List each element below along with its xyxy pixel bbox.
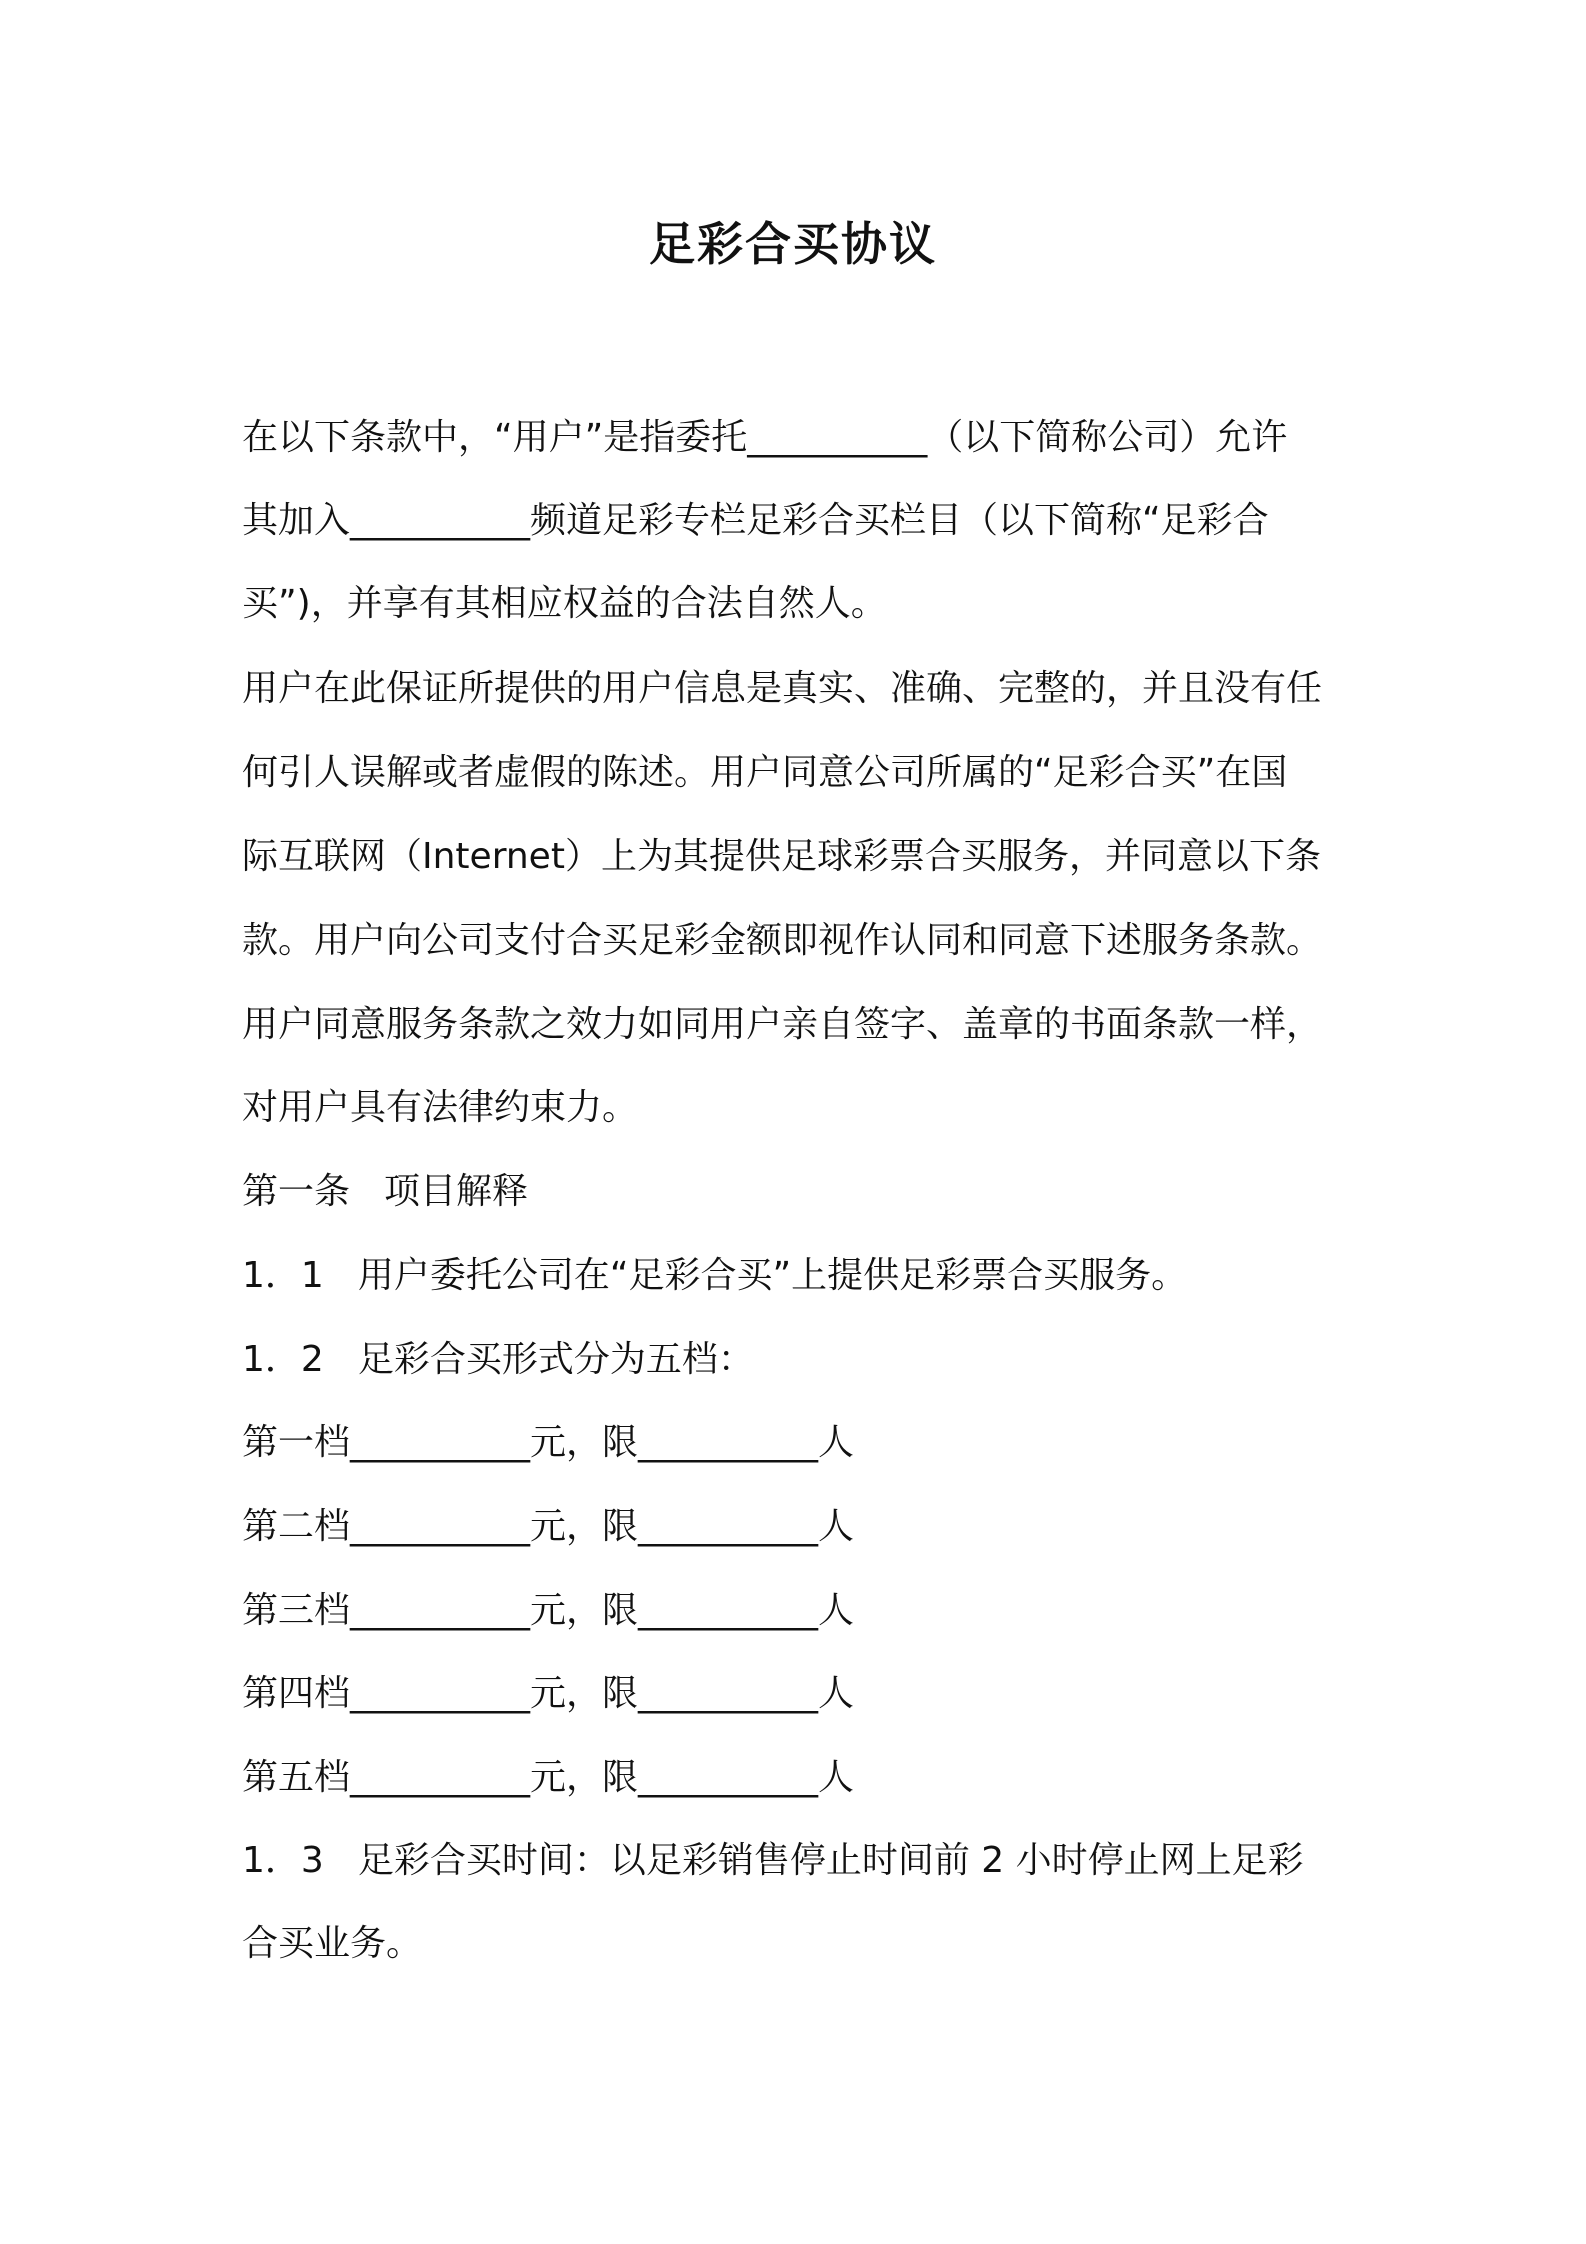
paragraph-line: 对用户具有法律约束力。 bbox=[242, 1087, 639, 1128]
paragraph-line: 买”)，并享有其相应权益的合法自然人。 bbox=[242, 583, 887, 624]
document-title: 足彩合买协议 bbox=[649, 217, 937, 271]
paragraph-line: 其加入__________频道足彩专栏足彩合买栏目（以下简称“足彩合 bbox=[242, 500, 1269, 541]
clause-1-2 bbox=[242, 1330, 754, 1390]
clause-number: 1．3 bbox=[242, 1840, 324, 1881]
clause-1-3-continued: 合买业务。 bbox=[242, 1923, 423, 1964]
paragraph-line: 何引人误解或者虚假的陈述。用户同意公司所属的“足彩合买”在国 bbox=[242, 752, 1288, 793]
article-number: 第一条 bbox=[242, 1171, 351, 1212]
clause-number: 1．2 bbox=[242, 1339, 324, 1380]
clause-1-3 bbox=[242, 1831, 1304, 1891]
tier-line: 第一档__________元，限__________人 bbox=[242, 1422, 855, 1463]
clause-1-1 bbox=[242, 1246, 1187, 1306]
paragraph-line: 在以下条款中，“用户”是指委托__________（以下简称公司）允许 bbox=[242, 417, 1288, 458]
article-title: 项目解释 bbox=[384, 1171, 529, 1212]
clause-text: 足彩合买形式分为五档： bbox=[357, 1339, 754, 1380]
paragraph-line: 款。用户向公司支付合买足彩金额即视作认同和同意下述服务条款。 bbox=[242, 920, 1323, 961]
tier-line: 第四档__________元，限__________人 bbox=[242, 1673, 855, 1714]
paragraph-line: 用户同意服务条款之效力如同用户亲自签字、盖章的书面条款一样， bbox=[242, 1004, 1323, 1045]
paragraph-line: 用户在此保证所提供的用户信息是真实、准确、完整的，并且没有任 bbox=[242, 668, 1323, 709]
clause-text: 足彩合买时间：以足彩销售停止时间前 2 小时停止网上足彩 bbox=[357, 1840, 1304, 1881]
clause-number: 1．1 bbox=[242, 1255, 324, 1296]
tier-line: 第五档__________元，限__________人 bbox=[242, 1757, 855, 1798]
clause-text: 用户委托公司在“足彩合买”上提供足彩票合买服务。 bbox=[357, 1255, 1188, 1296]
article-1-heading bbox=[242, 1162, 528, 1222]
paragraph-line: 际互联网（Internet）上为其提供足球彩票合买服务，并同意以下条 bbox=[242, 836, 1321, 877]
tier-line: 第二档__________元，限__________人 bbox=[242, 1506, 855, 1547]
tier-line: 第三档__________元，限__________人 bbox=[242, 1590, 855, 1631]
